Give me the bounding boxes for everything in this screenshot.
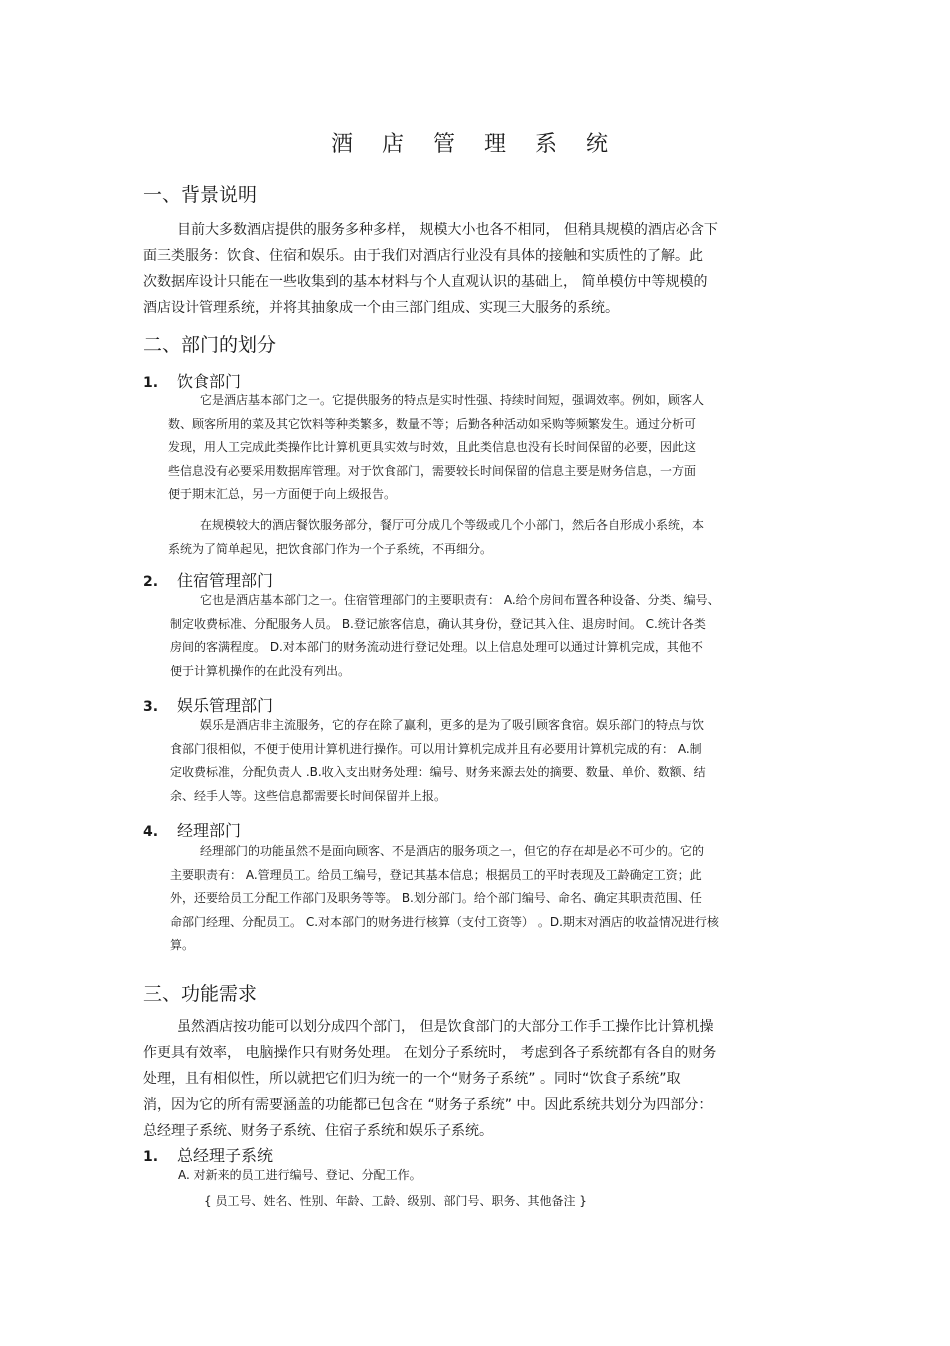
paragraph-line: 系统为了简单起见，把饮食部门作为一个子系统，不再细分。 [168, 541, 493, 556]
paragraph-line: 经理部门的功能虽然不是面向顾客、不是酒店的服务项之一，但它的存在却是必不可少的。它的 [200, 844, 705, 858]
requirements-paragraph [143, 1014, 716, 1144]
paragraph-line: 外，还要给员工分配工作部门及职务等等。 B.划分部门。给个部门编号、命名、确定其职责范围、任 [170, 891, 702, 905]
subheading-text: 经理部门 [177, 821, 242, 840]
paragraph-line: 主要职责有： A.管理员工。给员工编号，登记其基本信息；根据员工的平时表现及工龄确定工资；此 [170, 867, 702, 882]
paragraph-line: 余、经手人等。这些信息都需要长时间保留并上报。 [170, 788, 447, 803]
paragraph-line: 便于计算机操作的在此没有列出。 [170, 663, 351, 678]
background-paragraph [143, 217, 718, 321]
gm-item-a: A. 对新来的员工进行编号、登记、分配工作。 [178, 1168, 422, 1182]
paragraph-line: 它也是酒店基本部门之一。住宿管理部门的主要职责有： A.给个房间布置各种设备、分类、编号、 [200, 593, 720, 607]
subheading-gm-subsystem [143, 1143, 273, 1166]
paragraph-line: 食部门很相似，不便于使用计算机进行操作。可以用计算机完成并且有必要用计算机完成的有： A.制 [170, 741, 702, 756]
paragraph-line: 次数据库设计只能在一些收集到的基本材料与个人直观认识的基础上， 简单模仿中等规模的 [143, 274, 708, 290]
paragraph-line: 在规模较大的酒店餐饮服务部分，餐厅可分成几个等级或几个小部门，然后各自形成小系统，本 [200, 518, 705, 532]
manager-dept-paragraph [170, 840, 719, 958]
paragraph-line: 发现，用人工完成此类操作比计算机更具实效与时效，且此类信息也没有长时间保留的必要，因此这 [168, 440, 697, 454]
subheading-entertainment-dept [143, 693, 273, 716]
paragraph-line: 制定收费标准、分配服务人员。 B.登记旅客信息，确认其身份，登记其入住、退房时间。 C.统计各类 [170, 616, 706, 631]
paragraph-line: 面三类服务：饮食、住宿和娱乐。由于我们对酒店行业没有具体的接触和实质性的了解。此 [143, 248, 703, 264]
page-title: 酒 店 管 理 系 统 [331, 132, 619, 157]
subheading-number: 1. [143, 375, 159, 391]
paragraph-line: 虽然酒店按功能可以划分成四个部门， 但是饮食部门的大部分工作手工操作比计算机操 [177, 1019, 714, 1035]
section-heading-departments: 二、部门的划分 [143, 334, 277, 356]
subheading-text: 住宿管理部门 [177, 571, 274, 590]
paragraph-line: 消，因为它的所有需要涵盖的功能都已包含在 “财务子系统” 中。因此系统共划分为四部分： [143, 1097, 713, 1113]
food-dept-paragraph [168, 389, 704, 507]
paragraph-line: 命部门经理、分配员工。 C.对本部门的财务进行核算（支付工资等） 。D.期末对酒店的收益情况进行核 [170, 914, 719, 929]
paragraph-line: 定收费标准，分配负责人 .B.收入支出财务处理：编号、财务来源去处的摘要、数量、单价、数额、结 [170, 765, 706, 779]
paragraph-line: 处理，且有相似性，所以就把它们归为统一的一个“财务子系统” 。同时“饮食子系统”取 [143, 1071, 681, 1087]
food-dept-paragraph-2 [168, 514, 704, 561]
subheading-text: 总经理子系统 [177, 1146, 274, 1165]
paragraph-line: 酒店设计管理系统，并将其抽象成一个由三部门组成、实现三大服务的系统。 [143, 300, 619, 316]
subheading-number: 3. [143, 699, 159, 715]
paragraph-line: 总经理子系统、财务子系统、住宿子系统和娱乐子系统。 [143, 1123, 493, 1139]
subheading-lodging-dept [143, 568, 273, 591]
paragraph-line: 娱乐是酒店非主流服务，它的存在除了赢利，更多的是为了吸引顾客食宿。娱乐部门的特点与饮 [200, 718, 705, 732]
section-heading-requirements: 三、功能需求 [143, 983, 258, 1005]
subheading-number: 2. [143, 574, 159, 590]
subheading-text: 饮食部门 [177, 372, 242, 391]
subheading-manager-dept [143, 818, 241, 841]
section-heading-background: 一、背景说明 [143, 184, 258, 206]
entertainment-dept-paragraph [170, 714, 706, 808]
paragraph-line: 些信息没有必要采用数据库管理。对于饮食部门，需要较长时间保留的信息主要是财务信息，一方面 [168, 463, 697, 478]
paragraph-line: 算。 [170, 938, 195, 952]
subheading-number: 4. [143, 824, 159, 840]
subheading-number: 1. [143, 1149, 159, 1165]
paragraph-line: 目前大多数酒店提供的服务多种多样， 规模大小也各不相同， 但稍具规模的酒店必含下 [177, 222, 718, 238]
paragraph-line: 作更具有效率， 电脑操作只有财务处理。 在划分子系统时， 考虑到各子系统都有各自的财务 [143, 1045, 717, 1061]
paragraph-line: 便于期末汇总，另一方面便于向上级报告。 [168, 487, 397, 501]
paragraph-line: 数、顾客所用的菜及其它饮料等种类繁多，数量不等；后勤各种活动如采购等频繁发生。通过分析可 [168, 416, 697, 431]
lodging-dept-paragraph [170, 589, 720, 683]
paragraph-line: 房间的客满程度。 D.对本部门的财务流动进行登记处理。以上信息处理可以通过计算机完成，其他不 [170, 640, 703, 654]
subheading-text: 娱乐管理部门 [177, 696, 274, 715]
paragraph-line: 它是酒店基本部门之一。它提供服务的特点是实时性强、持续时间短，强调效率。例如，顾客人 [200, 393, 705, 407]
gm-employee-fields: { 员工号、姓名、性别、年龄、工龄、级别、部门号、职务、其他备注 } [204, 1194, 587, 1208]
